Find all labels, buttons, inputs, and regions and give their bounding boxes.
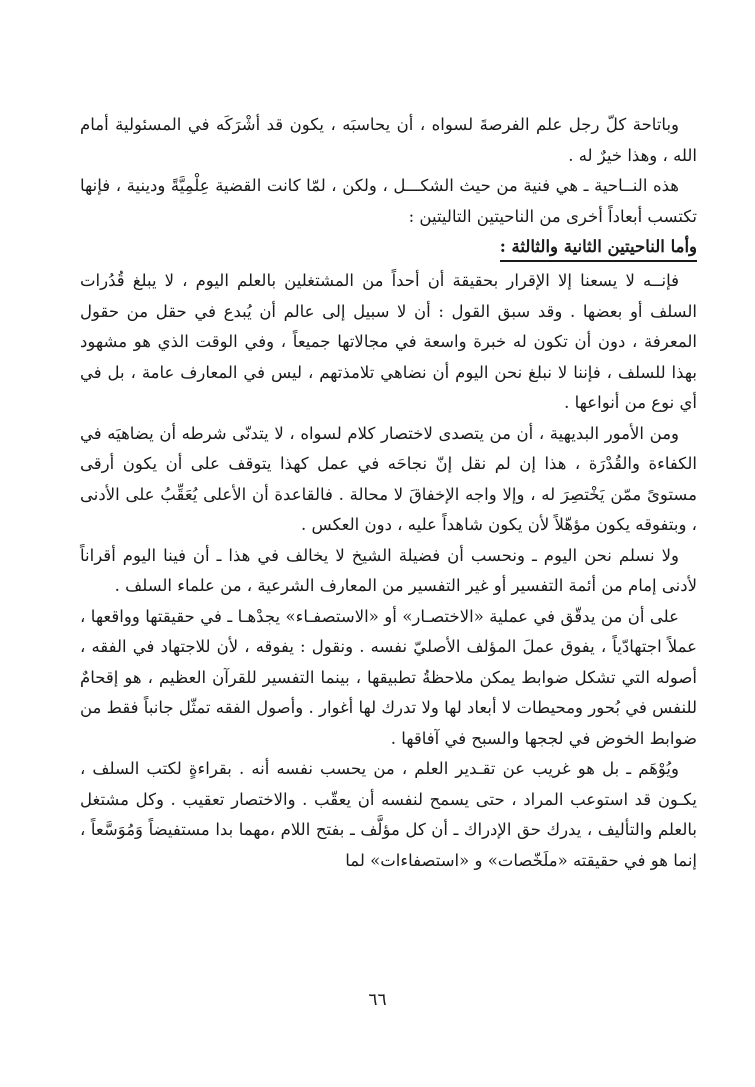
section-heading: وأما الناحيتين الثانية والثالثة : bbox=[500, 234, 697, 262]
paragraph-6: على أن من يدقّق في عملية «الاختصـار» أو «الاستصفـاء» يجدْهـا ـ في حقيقتها وواقعها ، عملاً اجتهادّياً ، يفوق عملَ المؤلف الأصليّ نفسه . ونقول : يفوقه ، لأن للاجتهاد في الفقه ، أصوله التي تشكل ضوابط يمكن ملاحظةُ تطبيقها ، بينما التفسير للقرآن العظيم ، هو إقحامٌ للنفس في بُحور ومحيطات لا أبعاد لها ولا تدرك لها أغوار . وأصول الفقه تمثّل جانباً فقط من ضوابط الخوض في لججها والسبح في آفاقها . bbox=[80, 606, 697, 748]
paragraph-2: هذه النــاحية ـ هي فنية من حيث الشكـــل ، ولكن ، لمّا كانت القضية عِلْمِيَّةً ودينية ، فإنها تكتسب أبعاداً أخرى من الناحيتين التاليتين : bbox=[80, 176, 697, 226]
paragraph-1: وباتاحة كلّ رجل علم الفرصةَ لسواه ، أن يحاسبَه ، يكون قد أشْرَكَه في المسئولية أمام الله ، وهذا خيرٌ له . bbox=[80, 115, 697, 165]
paragraph-4: ومن الأمور البديهية ، أن من يتصدى لاختصار كلام لسواه ، لا يتدنّى شرطه أن يضاهيَه في الكفاءة والقُدْرَة ، هذا إن لم نقل إنّ نجاحَه في عمل كهذا يتوقف على أن يكون أرقى مستوىً ممّن يَخْتصِرَ له ، وإلا واجه الإخفاقَ لا محالة . فالقاعدة أن الأعلى يُعَقِّبُ على الأدنى ، وبتفوقه يكون مؤهّلاً لأن يكون شاهداً عليه ، دون العكس . bbox=[80, 423, 697, 534]
paragraph-7: ويُوْهَم ـ بل هو غريب عن تقـدير العلم ، من يحسب نفسه أنه . بقراءةٍ لكتب السلف ، يكـون قد استوعب المراد ، حتى يسمح لنفسه أن يعقّب . والاختصار تعقيب . وكل مشتغل بالعلم والتأليف ، يدرك حق الإدراك ـ أن كل مؤلَّف ـ بفتح اللام ،مهما بدا مستفيضاً وَمُوَسَّعاً ، إنما هو في حقيقته «ملَخّصات» و «استصفاءات» لما bbox=[80, 759, 697, 870]
page-number: ٦٦ bbox=[368, 990, 387, 1010]
paragraph-5: ولا نسلم نحن اليوم ـ ونحسب أن فضيلة الشيخ لا يخالف في هذا ـ أن فينا اليوم أقراناً لأدنى إمام من أئمة التفسير أو غير التفسير من المعارف الشرعية ، من علماء السلف . bbox=[80, 545, 697, 595]
paragraph-3: فإنــه لا يسعنا إلا الإقرار بحقيقة أن أحداً من المشتغلين بالعلم اليوم ، لا يبلغ قُدُرات السلف أو بعضها . وقد سبق القول : أن لا سبيل إلى عالم أن يُبدع في حقل من حقول المعرفة ، دون أن تكون له خبرة واسعة في مجالاتها جميعاً ، وفي الوقت الذي هو مشهود بهذا للسلف ، فإننا لا نبلغ نحن اليوم أن نضاهي تلامذتهم ، ليس في المعارف عامة ، بل في أي نوع من أنواعها . bbox=[80, 271, 697, 412]
body-text bbox=[80, 110, 697, 876]
section-heading-wrap bbox=[80, 232, 697, 266]
